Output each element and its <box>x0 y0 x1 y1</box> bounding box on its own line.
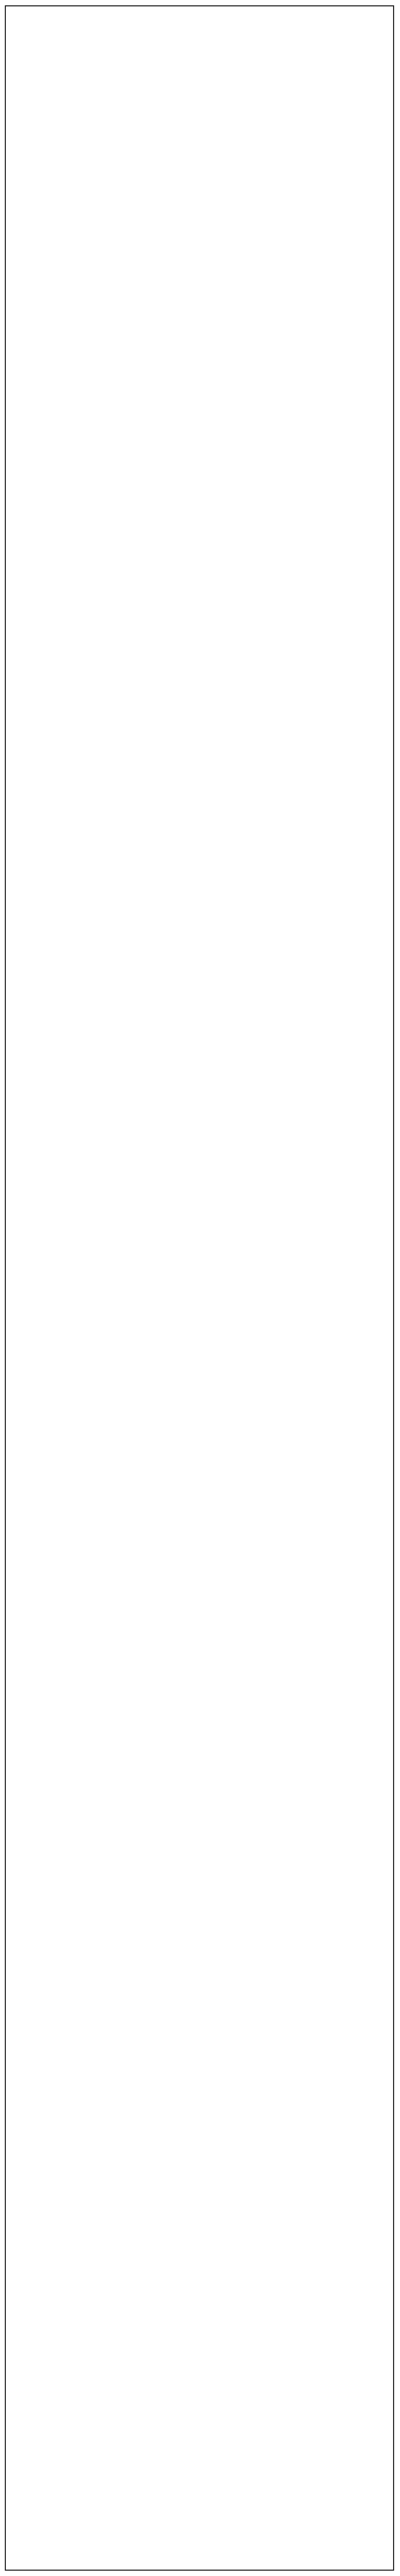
personnel-order-document <box>5 5 394 2571</box>
